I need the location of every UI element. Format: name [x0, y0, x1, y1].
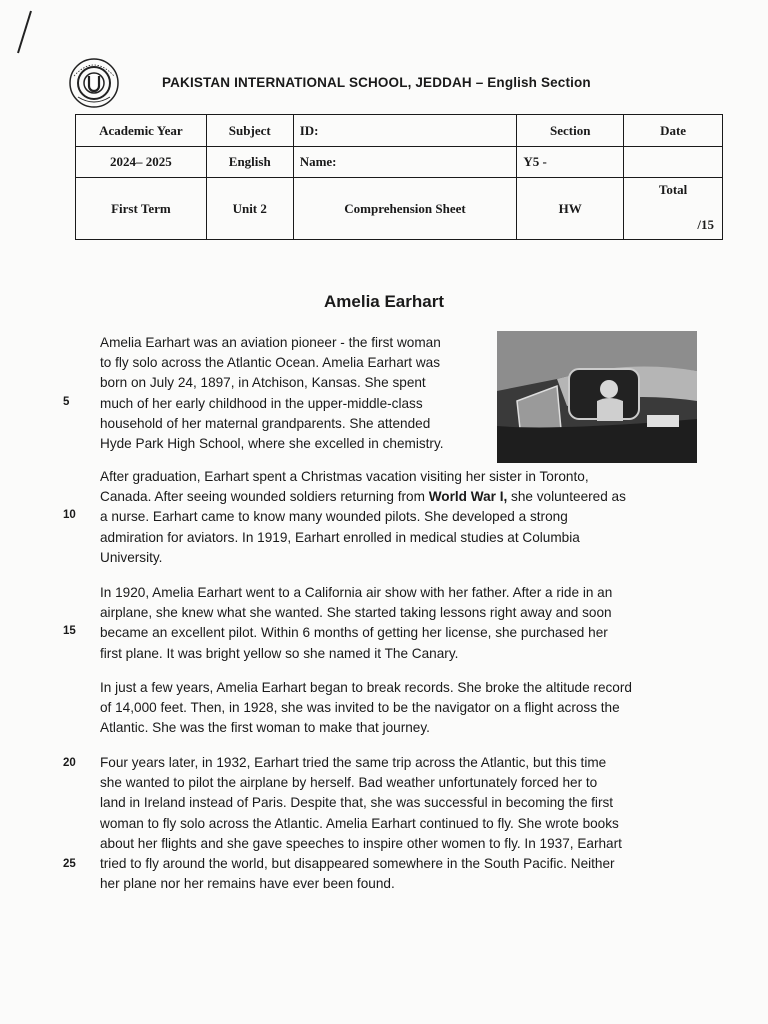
text-line: much of her early childhood in the upper-middle-class — [100, 395, 423, 411]
text-line: born on July 24, 1897, in Atchison, Kansas. She spent — [100, 375, 426, 391]
text-segment: Canada. After seeing wounded soldiers returning from — [100, 489, 429, 505]
text-line: her plane nor her remains have ever been found. — [100, 876, 395, 892]
text-line: she wanted to pilot the airplane by herself. Bad weather unfortunately forced her to — [100, 775, 598, 791]
text-line: After graduation, Earhart spent a Christmas vacation visiting her sister in Toronto, — [100, 469, 589, 484]
text-line: Four years later, in 1932, Earhart tried the same trip across the Atlantic, but this time — [100, 755, 607, 770]
text-line: Hyde Park High School, where she excelled in chemistry. — [100, 436, 444, 452]
name-field[interactable] — [293, 147, 517, 178]
sheet-type: Comprehension Sheet — [293, 178, 517, 240]
document-title: Amelia Earhart — [324, 292, 444, 311]
text-segment: she volunteered as — [507, 489, 626, 505]
text-line: Atlantic. She was the first woman to make that journey. — [100, 720, 430, 736]
date-label: Date — [624, 115, 723, 147]
academic-year-value: 2024– 2025 — [76, 147, 207, 178]
text-line: admiration for aviators. In 1919, Earhart enrolled in medical studies at Columbia — [100, 529, 580, 545]
paragraph-1 — [100, 333, 488, 454]
section-value: Y5 - — [517, 147, 624, 178]
line-number: 10 — [63, 509, 76, 521]
paragraph-5 — [100, 753, 698, 894]
subject-label: Subject — [206, 115, 293, 147]
academic-year-label: Academic Year — [76, 115, 207, 147]
pen-slash-mark — [14, 8, 36, 56]
text-line: University. — [100, 549, 163, 565]
date-field[interactable] — [624, 147, 723, 178]
assignment-type: HW — [517, 178, 624, 240]
id-field[interactable] — [293, 115, 517, 147]
school-title: PAKISTAN INTERNATIONAL SCHOOL, JEDDAH – English Section — [162, 75, 591, 90]
text-line: In 1920, Amelia Earhart went to a California air show with her father. After a ride in an — [100, 585, 613, 600]
text-line: to fly solo across the Atlantic Ocean. Amelia Earhart was — [100, 355, 441, 371]
text-line: of 14,000 feet. Then, in 1928, she was invited to be the navigator on a flight across the — [100, 700, 620, 716]
paragraph-3 — [100, 583, 698, 664]
total-score-cell — [624, 178, 723, 240]
school-logo — [68, 56, 136, 112]
text-line: about her flights and she gave speeches to inspire other women to fly. In 1937, Earhart — [100, 835, 622, 851]
line-number: 20 — [63, 757, 76, 769]
section-label: Section — [517, 115, 624, 147]
text-line: In just a few years, Amelia Earhart began to break records. She broke the altitude record — [100, 680, 632, 695]
text-line: a nurse. Earhart came to know many wounded pilots. She developed a strong — [100, 509, 568, 525]
text-line: woman to fly solo across the Atlantic. Amelia Earhart continued to fly. She wrote books — [100, 815, 619, 831]
paragraph-2 — [100, 467, 698, 568]
paragraph-4 — [100, 678, 698, 739]
text-line — [100, 487, 698, 507]
student-info-table — [75, 114, 723, 240]
text-line: land in Ireland instead of Paris. Despite that, she was successful in becoming the first — [100, 795, 614, 811]
text-line: household of her maternal grandparents. She attended — [100, 415, 431, 431]
text-line: tried to fly around the world, but disappeared somewhere in the South Pacific. Neither — [100, 856, 615, 872]
line-number: 15 — [63, 625, 76, 637]
text-line: Amelia Earhart was an aviation pioneer - the first woman — [100, 335, 441, 350]
subject-value: English — [206, 147, 293, 178]
text-line: first plane. It was bright yellow so she named it The Canary. — [100, 645, 459, 661]
amelia-earhart-photo — [497, 331, 697, 463]
term-value: First Term — [76, 178, 207, 240]
text-line: airplane, she knew what she wanted. She started taking lessons right away and soon — [100, 605, 612, 621]
id-label: ID: — [299, 122, 319, 138]
line-number: 25 — [63, 858, 76, 870]
total-label: Total — [658, 182, 688, 197]
world-war-term: World War I, — [428, 489, 508, 505]
line-number: 5 — [63, 396, 70, 408]
name-label: Name: — [299, 154, 337, 169]
unit-value: Unit 2 — [206, 178, 293, 240]
text-line: became an excellent pilot. Within 6 months of getting her license, she purchased her — [100, 625, 608, 641]
total-value: /15 — [697, 217, 714, 232]
